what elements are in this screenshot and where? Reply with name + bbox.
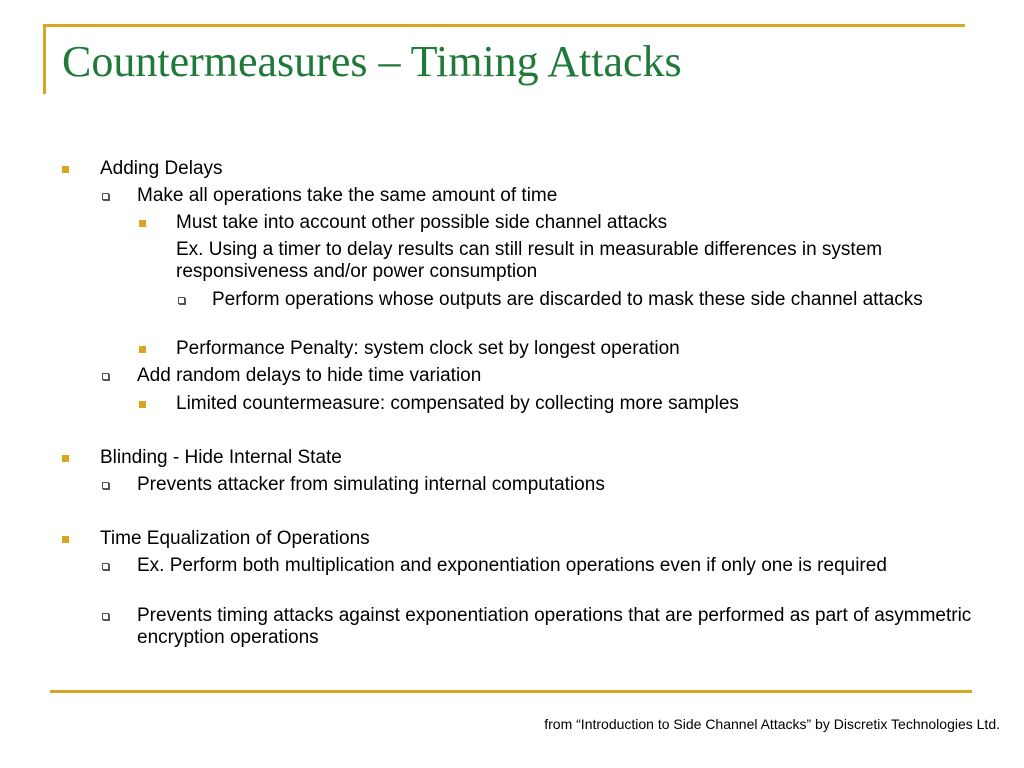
bullet-limited-countermeasure (176, 393, 976, 415)
bullet-text: Blinding - Hide Internal State (100, 447, 342, 468)
square-bullet-icon (139, 401, 146, 408)
hollow-square-bullet-icon (102, 482, 109, 489)
hollow-square-bullet-icon (102, 373, 109, 380)
bullet-adding-delays (100, 158, 980, 180)
bullet-same-time (137, 185, 977, 207)
bullet-prevents-simulating (137, 474, 977, 496)
square-bullet-icon (139, 346, 146, 353)
paragraph-timer-example (176, 239, 971, 283)
hollow-square-bullet-icon (102, 193, 109, 200)
square-bullet-icon (139, 220, 146, 227)
square-bullet-icon (62, 536, 69, 543)
bullet-side-channel (176, 212, 976, 234)
bullet-text: Performance Penalty: system clock set by longest operation (176, 338, 680, 359)
bullet-text: Ex. Perform both multiplication and exponentiation operations even if only one is required (137, 555, 887, 576)
footer-citation: from “Introduction to Side Channel Attacks” by Discretix Technologies Ltd. (544, 716, 1000, 732)
bullet-random-delays (137, 365, 977, 387)
bullet-text: Adding Delays (100, 158, 223, 179)
square-bullet-icon (62, 455, 69, 462)
bullet-text: Time Equalization of Operations (100, 528, 370, 549)
bullet-text: Prevents timing attacks against exponentiation operations that are performed as part of asymmetric encryption operations (137, 605, 972, 648)
bullet-discarded-outputs (212, 289, 932, 311)
hollow-square-bullet-icon (102, 563, 109, 570)
bullet-prevents-timing-attacks (137, 605, 972, 649)
bullet-text: Make all operations take the same amount of time (137, 185, 558, 206)
bullet-text: Perform operations whose outputs are discarded to mask these side channel attacks (212, 289, 923, 310)
bullet-performance-penalty (176, 338, 976, 360)
slide-title: Countermeasures – Timing Attacks (62, 37, 682, 86)
bullet-text: Must take into account other possible side channel attacks (176, 212, 668, 233)
hollow-square-bullet-icon (102, 613, 109, 620)
bullet-time-equalization (100, 528, 980, 550)
bullet-text: Limited countermeasure: compensated by collecting more samples (176, 393, 739, 414)
bullet-text: Prevents attacker from simulating internal computations (137, 474, 605, 495)
bullet-blinding (100, 447, 980, 469)
hollow-square-bullet-icon (178, 297, 185, 304)
square-bullet-icon (62, 166, 69, 173)
bullet-perform-both (137, 555, 972, 577)
footer-rule (50, 690, 972, 693)
bullet-text: Add random delays to hide time variation (137, 365, 482, 386)
paragraph-text: Ex. Using a timer to delay results can still result in measurable differences in system responsiveness and/or power consumption (176, 239, 883, 282)
